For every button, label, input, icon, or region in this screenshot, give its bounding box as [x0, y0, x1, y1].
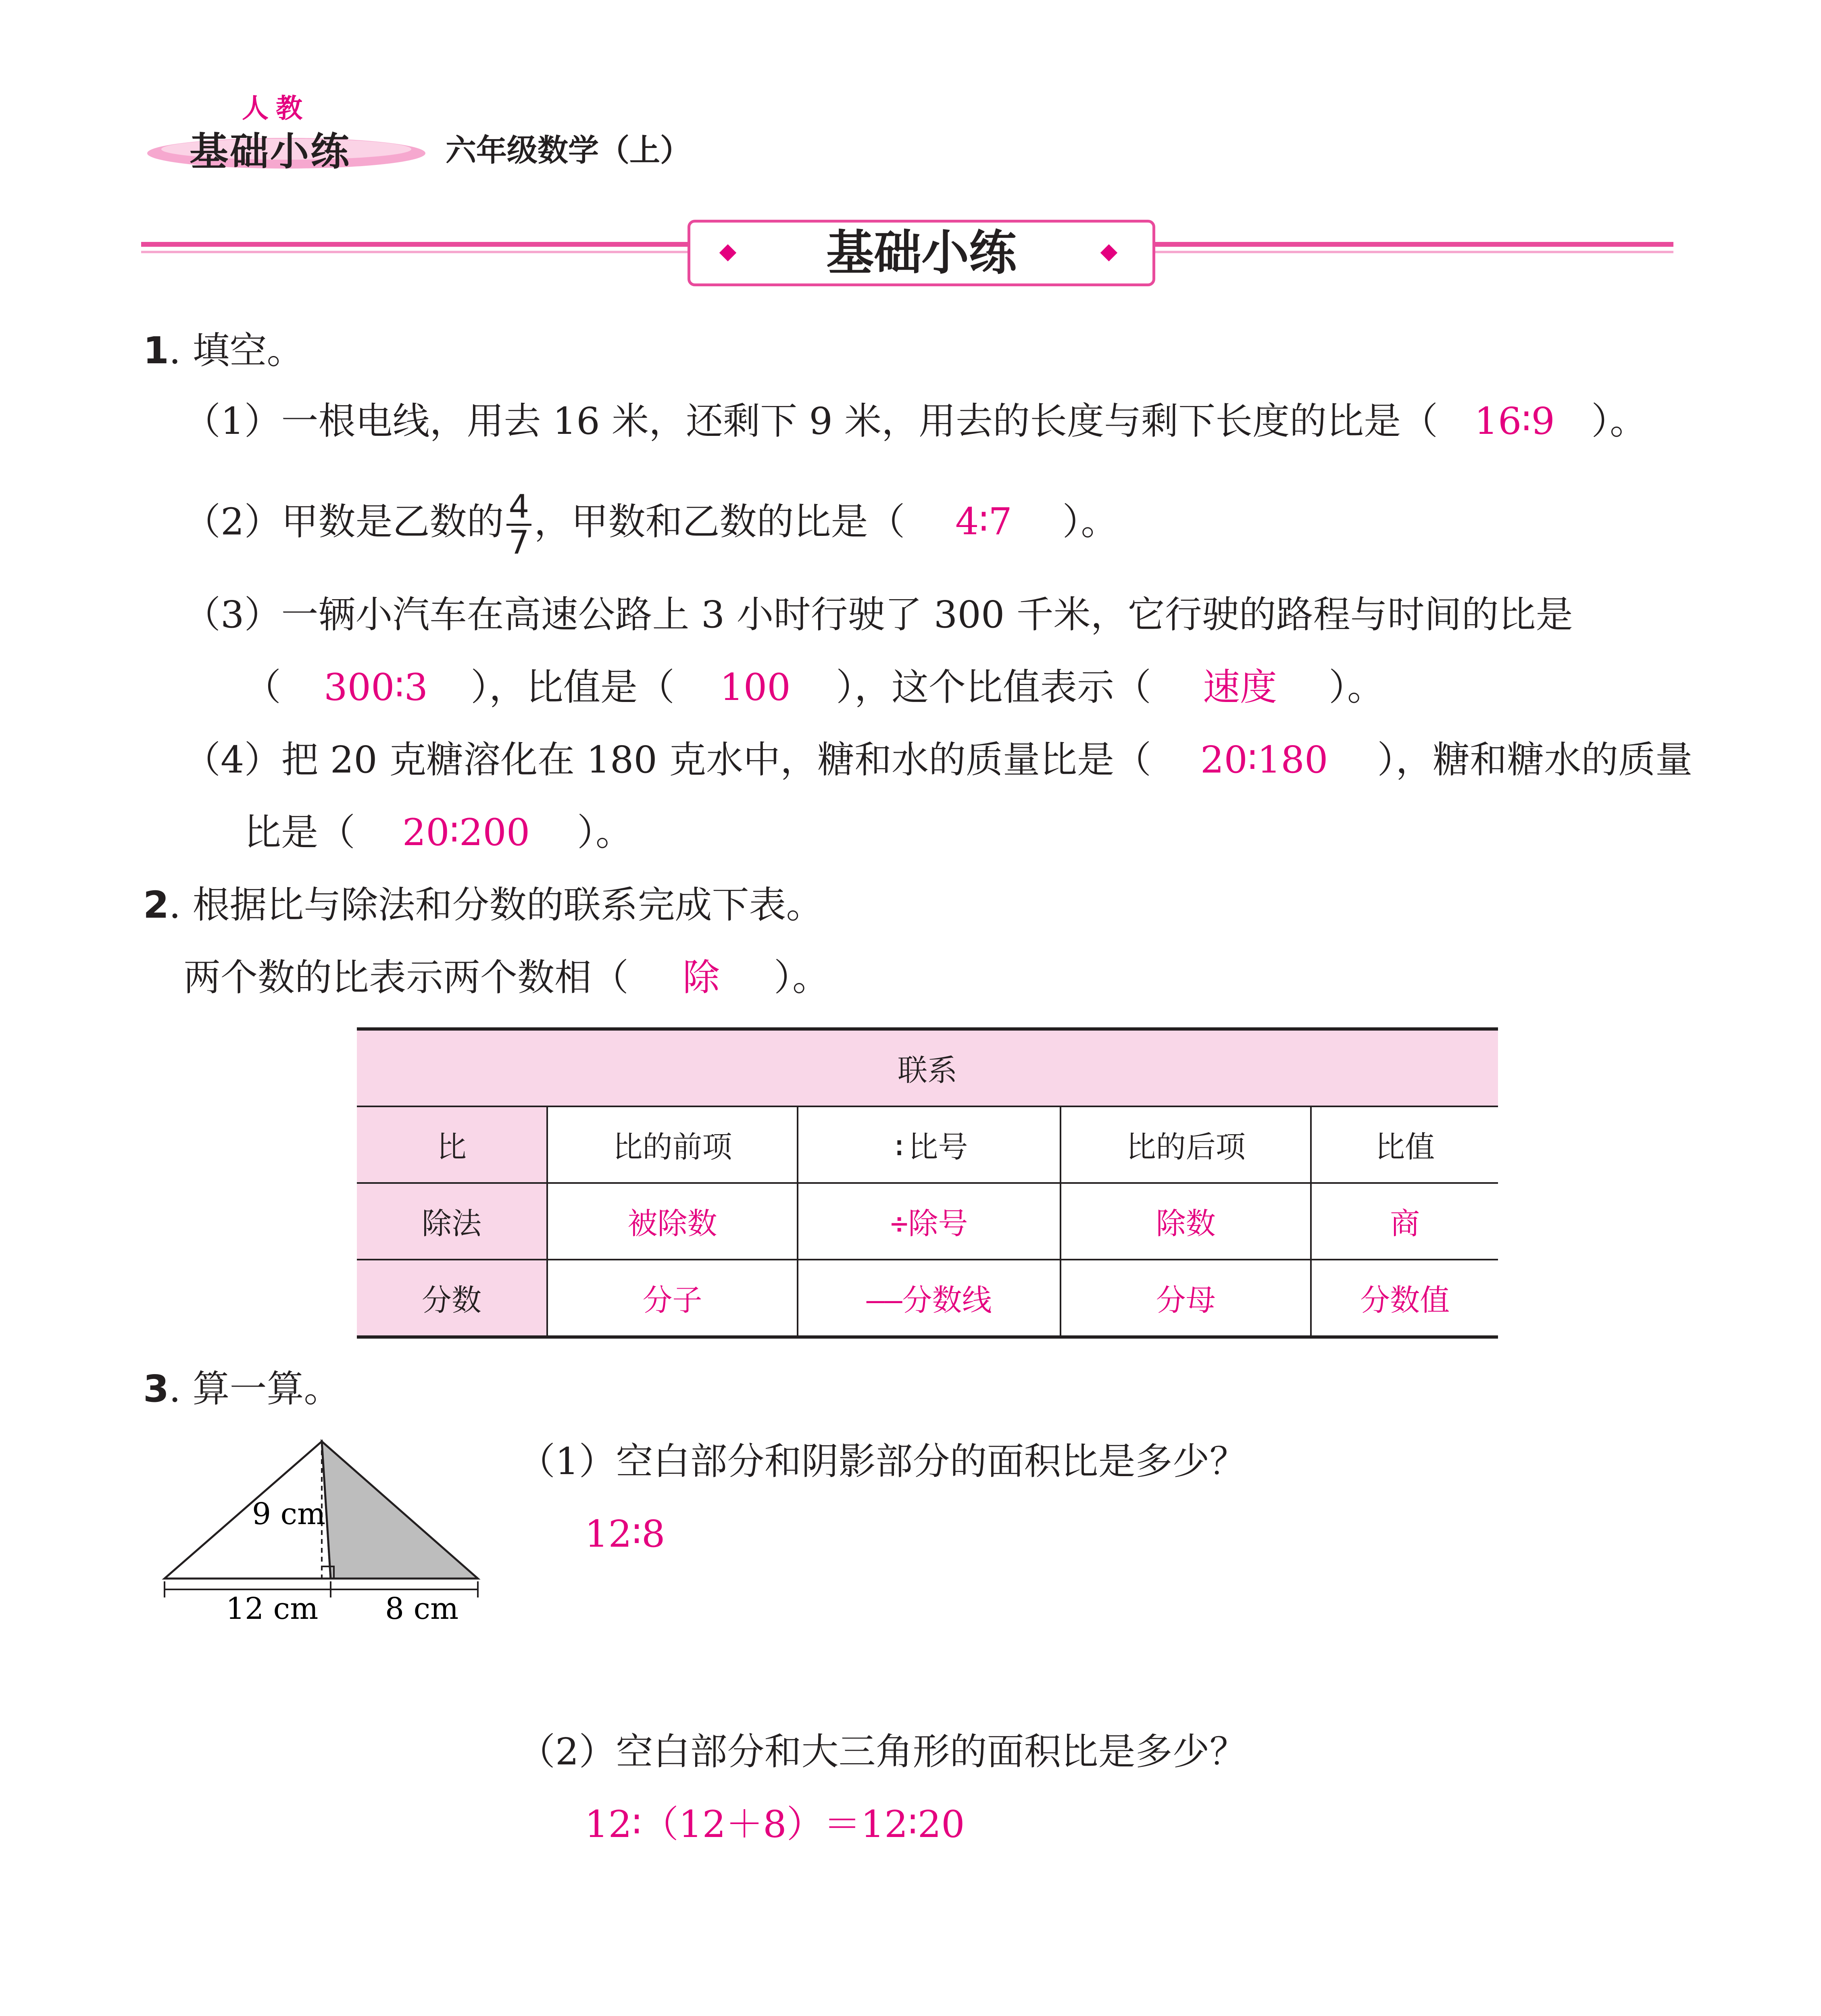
q3-number: 3 — [143, 1367, 169, 1410]
q1-2-answer: 4∶7 — [955, 500, 1012, 544]
q3-part-1-answer: 12∶8 — [585, 1512, 665, 1556]
table-cell: ∶比号 — [798, 1106, 1061, 1183]
q1-item-1 — [183, 397, 1647, 446]
left-base-label: 12 cm — [226, 1591, 319, 1626]
q2-title — [143, 881, 823, 929]
q1-3-answer-value: 100 — [720, 666, 791, 709]
fraction-numerator: 4 — [506, 490, 532, 526]
table-cell-answer: ÷除号 — [798, 1183, 1061, 1260]
q2-line-answer: 除 — [683, 956, 720, 999]
right-base-label: 8 cm — [385, 1591, 459, 1626]
q1-item-4-line1 — [183, 736, 1692, 784]
q1-3-text-value: ），比值是（ — [471, 666, 675, 709]
q1-title-text: . 填空。 — [169, 329, 304, 372]
q1-item-3-line1: （3）一辆小汽车在高速公路上 3 小时行驶了 300 千米，它行驶的路程与时间的比是 — [183, 593, 1573, 636]
q1-4-close: ）。 — [577, 811, 633, 854]
table-cell-answer: 分子 — [547, 1260, 798, 1337]
q3-title — [143, 1365, 341, 1413]
table-cell-answer: 商 — [1311, 1183, 1498, 1260]
table-header-cell: 联系 — [357, 1029, 1498, 1106]
q1-3-answer-meaning: 速度 — [1203, 666, 1277, 709]
banner-stripe-right — [1153, 242, 1673, 253]
q1-2-text-mid: ，甲数和乙数的比是（ — [534, 500, 905, 544]
table-cell-answer: 分数值 — [1311, 1260, 1498, 1337]
table-cell-answer: ——分数线 — [798, 1260, 1061, 1337]
table-cell-answer: 除数 — [1061, 1183, 1311, 1260]
q1-1-answer: 16∶9 — [1474, 400, 1555, 443]
q3-title-text: . 算一算。 — [169, 1367, 341, 1410]
fraction-denominator: 7 — [508, 524, 529, 561]
q1-1-text: （1）一根电线，用去 16 米，还剩下 9 米，用去的长度与剩下长度的比是（ — [183, 400, 1438, 443]
banner-stripe-left — [141, 242, 690, 253]
q2-line — [183, 954, 829, 1002]
q1-title — [143, 327, 304, 375]
q1-4-text: （4）把 20 克糖溶化在 180 克水中，糖和水的质量比是（ — [183, 738, 1152, 781]
q3-part-2-answer: 12∶（12＋8）＝12∶20 — [585, 1803, 965, 1846]
table-row-head: 除法 — [357, 1183, 547, 1260]
q2-line-close: ）。 — [774, 956, 830, 999]
table-row-head: 分数 — [357, 1260, 547, 1337]
q1-3-close: ）。 — [1329, 666, 1385, 709]
height-label: 9 cm — [252, 1497, 326, 1531]
q1-item-3-line2 — [244, 663, 1384, 712]
table-row-head: 比 — [357, 1106, 547, 1183]
q1-4-answer-2: 20∶200 — [402, 811, 530, 854]
q3-part-1-question: （1）空白部分和阴影部分的面积比是多少？ — [518, 1440, 1247, 1483]
table-row — [357, 1183, 1498, 1260]
q1-2-fraction — [506, 490, 532, 560]
q3-part-2-question: （2）空白部分和大三角形的面积比是多少？ — [518, 1730, 1247, 1773]
section-title: 基础小练 — [826, 225, 1017, 281]
header-series: 基础小练 — [190, 129, 351, 174]
table-cell-answer: 被除数 — [547, 1183, 798, 1260]
q1-4-text-b: 比是（ — [244, 811, 356, 854]
q1-2-close: ）。 — [1062, 500, 1118, 544]
q1-4-answer-1: 20∶180 — [1200, 738, 1328, 781]
q1-2-text: （2）甲数是乙数的 — [183, 500, 504, 544]
header-publisher: 人教 — [242, 93, 310, 124]
q2-title-text: . 根据比与除法和分数的联系完成下表。 — [169, 883, 823, 927]
table-cell-answer: 分母 — [1061, 1260, 1311, 1337]
q1-1-close: ）。 — [1591, 400, 1647, 443]
table-row — [357, 1260, 1498, 1337]
q1-item-4-line2 — [244, 808, 633, 857]
shaded-region — [322, 1441, 478, 1579]
table-cell: 比值 — [1311, 1106, 1498, 1183]
q1-3-answer-ratio: 300∶3 — [323, 666, 428, 709]
table-row — [357, 1106, 1498, 1183]
header-subject: 六年级数学（上） — [446, 132, 691, 168]
table-cell: 比的后项 — [1061, 1106, 1311, 1183]
relation-table — [357, 1027, 1498, 1339]
q1-4-text-mid: ），糖和糖水的质量 — [1377, 738, 1693, 781]
table-header-row — [357, 1029, 1498, 1106]
q1-item-2 — [183, 490, 1118, 560]
q1-number: 1 — [143, 329, 169, 372]
table-cell: 比的前项 — [547, 1106, 798, 1183]
triangle-figure — [157, 1435, 488, 1637]
q2-line-text: 两个数的比表示两个数相（ — [183, 956, 629, 999]
q2-number: 2 — [143, 883, 169, 927]
q1-3-open: （ — [244, 666, 281, 709]
q1-3-text-meaning: ），这个比值表示（ — [836, 666, 1152, 709]
